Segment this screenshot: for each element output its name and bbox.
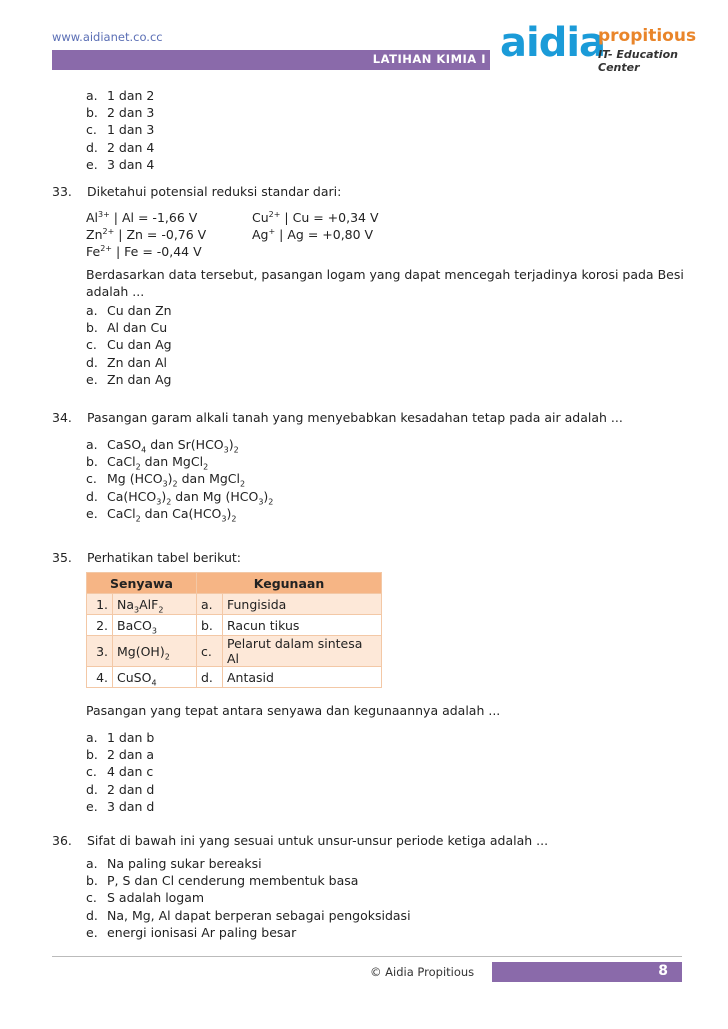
table-header-row [87,573,382,594]
formula-part: dan Mg (HCO [171,488,259,504]
option-text: P, S dan Cl cenderung membentuk basa [107,873,359,889]
q35-question: Pasangan yang tepat antara senyawa dan kegunaannya adalah ... [86,703,501,718]
option-text: Al dan Cu [107,320,168,336]
copyright: © Aidia Propitious [370,965,475,979]
aidia-logo [490,20,697,74]
q35-options [86,729,154,815]
list-item [86,763,154,780]
subscript: 3 [258,497,264,507]
list-item [86,156,154,173]
subscript: 2 [166,497,172,507]
option-text: 2 dan d [107,781,155,797]
option-letter: e. [86,156,98,172]
q33-question [86,266,684,300]
subscript: 3 [151,626,157,635]
list-item [86,336,172,353]
logo-subtagline: IT- Education Center [598,48,678,74]
option-letter: a. [86,437,98,452]
formula-part: AlF [139,596,159,612]
q36-options [86,855,411,941]
option-letter: d. [86,488,98,504]
subscript: 2 [233,445,239,455]
potential-value: | Cu = +0,34 V [280,210,379,225]
option-text: 3 dan d [107,798,155,814]
option-letter: d. [86,907,98,923]
subscript: 2 [231,514,237,524]
list-item [86,319,172,336]
question-text: Berdasarkan data tersebut, pasangan logam yang dapat mencegah terjadinya korosi pada Besi [86,267,684,282]
option-letter: a. [86,856,98,871]
table-row [87,615,382,636]
potential-row [86,209,426,226]
formula-part: dan Sr(HCO [146,437,224,452]
logo-tagline: propitious [598,26,697,46]
use-cell: Pelarut dalam sintesa Al [223,636,382,667]
compound-use-table [86,572,382,688]
use-letter: d. [197,667,223,688]
list-item [86,798,154,815]
option-text: Zn dan Ag [107,371,172,387]
formula-part: CaCl [107,505,136,521]
compound-cell [113,636,197,667]
table-row [87,667,382,688]
option-letter: a. [86,303,98,318]
subscript: 3 [221,514,227,524]
option-text: S adalah logam [107,890,205,906]
formula-part: ) [161,488,167,504]
potential-value: | Al = -1,66 V [109,210,198,225]
row-number: 3. [87,636,113,667]
subscript: 2 [240,479,246,489]
subscript: 2 [268,497,274,507]
list-item [86,781,154,798]
option-letter: b. [86,454,98,470]
subscript: 3 [223,445,229,455]
column-header-use: Kegunaan [197,573,382,594]
option-text: 4 dan c [107,764,154,780]
option-letter: b. [86,105,98,121]
compound-cell [113,667,197,688]
charge: 2+ [268,209,281,219]
list-item [86,453,273,470]
use-cell: Antasid [223,667,382,688]
table-row [87,594,382,615]
question-number: 36. [52,833,72,848]
option-text: Zn dan Al [107,354,167,370]
question-stem: Perhatikan tabel berikut: [87,550,241,565]
option-letter: c. [86,471,97,487]
use-letter: a. [197,594,223,615]
formula-part: ) [263,488,269,504]
formula-part: ) [226,505,232,521]
use-cell: Racun tikus [223,615,382,636]
option-text: 3 dan 4 [107,156,155,172]
option-letter: c. [86,337,97,353]
charge: 3+ [98,209,110,219]
q33-options [86,302,172,388]
potential-ag [252,226,373,243]
formula-part: ) [228,437,234,452]
list-item [86,872,411,889]
potential-value: | Zn = -0,76 V [114,227,207,243]
option-letter: a. [86,88,98,103]
option-letter: a. [86,730,98,745]
option-letter: c. [86,122,97,138]
question-number: 33. [52,184,72,199]
formula-part: Ca(HCO [107,488,157,504]
element: Ag [252,227,269,243]
question-number: 34. [52,410,72,425]
subscript: 2 [158,605,164,614]
question-stem: Diketahui potensial reduksi standar dari: [87,184,342,199]
list-item [86,436,273,453]
subscript: 4 [141,445,147,455]
option-letter: d. [86,139,98,155]
potential-row [86,226,426,243]
list-item [86,907,411,924]
subscript: 3 [162,479,168,489]
formula-part: ) [167,471,173,487]
question-stem: Sifat di bawah ini yang sesuai untuk unsur-unsur periode ketiga adalah ... [87,833,549,848]
option-text: energi ionisasi Ar paling besar [107,924,297,940]
option-letter: e. [86,798,98,814]
option-text: Cu dan Ag [107,337,172,353]
list-item [86,505,273,522]
element: Fe [86,244,101,260]
list-item [86,488,273,505]
option-letter: d. [86,354,98,370]
list-item [86,139,154,156]
row-number: 2. [87,615,113,636]
formula-part: dan MgCl [140,454,204,470]
element: Zn [86,227,103,243]
formula-part: dan MgCl [177,471,241,487]
option-letter: e. [86,505,98,521]
q32-options [86,87,154,173]
compound-cell [113,615,197,636]
list-item [86,746,154,763]
potential-value: | Fe = -0,44 V [112,244,202,260]
page-number: 8 [658,963,668,979]
subscript: 2 [135,462,141,472]
q34-options [86,436,273,522]
potential-value: | Ag = +0,80 V [275,227,374,243]
table-row [87,636,382,667]
subscript: 2 [203,462,209,472]
question-text: adalah ... [86,284,145,300]
option-text: Na, Mg, Al dapat berperan sebagai pengoksidasi [107,907,411,923]
option-text: 2 dan a [107,747,155,763]
subscript: 2 [172,479,178,489]
option-letter: b. [86,320,98,336]
list-item [86,371,172,388]
row-number: 1. [87,594,113,615]
list-item [86,121,154,138]
list-item [86,354,172,371]
use-letter: b. [197,615,223,636]
option-text: 1 dan 2 [107,88,155,103]
subscript: 2 [164,652,170,661]
potential-cu [252,209,379,226]
question-number: 35. [52,550,72,565]
formula-part: CaSO [107,437,142,452]
option-letter: c. [86,764,97,780]
subscript: 2 [135,514,141,524]
option-letter: b. [86,873,98,889]
use-letter: c. [197,636,223,667]
option-letter: e. [86,371,98,387]
compound-cell [113,594,197,615]
formula-part: BaCO [117,617,152,633]
formula-part: CuSO [117,669,152,685]
option-text: Na paling sukar bereaksi [107,856,262,871]
list-item [86,104,154,121]
footer-bar [492,962,682,982]
list-item [86,87,154,104]
footer-divider [52,956,682,957]
formula-part: Na [117,596,135,612]
option-letter: c. [86,890,97,906]
logo-brand: aidia [500,20,606,66]
list-item [86,855,411,872]
list-item [86,729,154,746]
option-text: Cu dan Zn [107,303,172,318]
subscript: 4 [151,678,157,687]
question-stem: Pasangan garam alkali tanah yang menyebabkan kesadahan tetap pada air adalah ... [87,410,623,425]
row-number: 4. [87,667,113,688]
element: Cu [252,210,269,225]
option-text: 2 dan 4 [107,139,155,155]
reduction-potentials [86,209,426,261]
formula-part: Mg (HCO [107,471,163,487]
page-title: LATIHAN KIMIA I [372,52,486,66]
subscript: 3 [156,497,162,507]
use-cell: Fungisida [223,594,382,615]
list-item [86,924,411,941]
formula-part: dan Ca(HCO [140,505,222,521]
option-letter: b. [86,747,98,763]
option-letter: e. [86,924,98,940]
site-url[interactable]: www.aidianet.co.cc [52,30,163,44]
option-text: 2 dan 3 [107,105,155,121]
formula-part: CaCl [107,454,136,470]
subscript: 3 [134,605,140,614]
list-item [86,889,411,906]
list-item [86,302,172,319]
option-text: 1 dan b [107,730,155,745]
list-item [86,470,273,487]
column-header-compound: Senyawa [87,573,197,594]
charge: + [268,227,276,237]
element: Al [86,210,99,225]
potential-row [86,243,426,260]
charge: 2+ [100,244,112,254]
formula-part: Mg(OH) [117,643,165,659]
charge: 2+ [102,227,115,237]
option-letter: d. [86,781,98,797]
option-text: 1 dan 3 [107,122,155,138]
